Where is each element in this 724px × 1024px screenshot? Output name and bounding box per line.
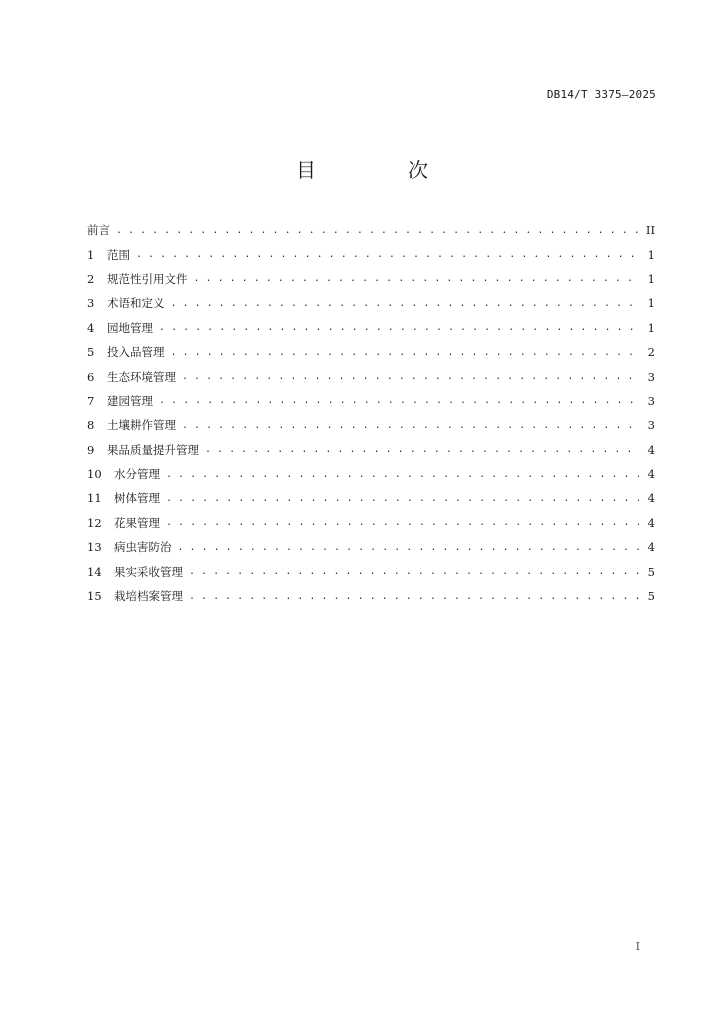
toc-entry-page: 1 — [647, 271, 655, 286]
toc-entry-title: 土壤耕作管理 — [107, 418, 176, 433]
toc-entry-number: 5 — [87, 345, 95, 360]
toc-entry-title: 水分管理 — [114, 467, 160, 482]
toc-entry-title: 术语和定义 — [107, 296, 165, 311]
toc-leader-dots — [182, 420, 639, 431]
toc-entry-page: 5 — [647, 589, 655, 604]
toc-entry-4[interactable] — [87, 316, 655, 340]
toc-leader-dots — [159, 322, 639, 333]
toc-entry-title: 果实采收管理 — [114, 564, 183, 579]
toc-entry-2[interactable] — [87, 267, 655, 291]
toc-entry-page: 4 — [647, 540, 655, 555]
toc-entry-page: 2 — [647, 345, 655, 360]
toc-entry-title: 树体管理 — [114, 491, 160, 506]
toc-entry-page: 4 — [647, 442, 655, 457]
toc-entry-6[interactable] — [87, 364, 655, 388]
toc-leader-dots — [166, 469, 639, 480]
toc-entry-12[interactable] — [87, 511, 655, 535]
toc-leader-dots — [116, 225, 639, 236]
toc-entry-title: 果品质量提升管理 — [107, 442, 199, 457]
toc-entry-title: 建园管理 — [107, 393, 153, 408]
toc-entry-page: 4 — [647, 491, 655, 506]
toc-entry-page: 3 — [647, 393, 655, 408]
toc-entry-13[interactable] — [87, 535, 655, 559]
toc-leader-dots — [205, 444, 639, 455]
toc-leader-dots — [159, 395, 639, 406]
toc-leader-dots — [194, 273, 640, 284]
toc-entry-page: 1 — [647, 320, 655, 335]
toc-entry-number: 8 — [87, 418, 95, 433]
toc-entry-number: 15 — [87, 589, 102, 604]
toc-entry-number: 11 — [87, 491, 102, 506]
toc-leader-dots — [189, 591, 639, 602]
toc-entry-9[interactable] — [87, 438, 655, 462]
toc-entry-page: II — [645, 223, 655, 238]
toc-entry-number: 6 — [87, 369, 95, 384]
toc-entry-page: 1 — [647, 296, 655, 311]
toc-entry-title: 病虫害防治 — [114, 540, 172, 555]
toc-entry-title: 生态环境管理 — [107, 369, 176, 384]
toc-entry-8[interactable] — [87, 413, 655, 437]
toc-leader-dots — [171, 298, 640, 309]
toc-entry-page: 1 — [647, 247, 655, 262]
document-code: DB14/T 3375—2025 — [546, 88, 656, 101]
toc-entry-number: 1 — [87, 247, 95, 262]
toc-entry-title: 前言 — [87, 223, 110, 238]
toc-entry-number: 12 — [87, 515, 102, 530]
toc-entry-page: 3 — [647, 369, 655, 384]
toc-leader-dots — [166, 493, 639, 504]
toc-entry-10[interactable] — [87, 462, 655, 486]
toc-entry-title: 栽培档案管理 — [114, 589, 183, 604]
toc-entry-number: 4 — [87, 320, 95, 335]
toc-entry-title: 园地管理 — [107, 320, 153, 335]
toc-entry-number: 9 — [87, 442, 95, 457]
toc-entry-7[interactable] — [87, 389, 655, 413]
toc-entry-14[interactable] — [87, 559, 655, 583]
table-of-contents — [87, 218, 655, 608]
toc-entry-number: 7 — [87, 393, 95, 408]
toc-leader-dots — [136, 249, 639, 260]
toc-entry-page: 4 — [647, 467, 655, 482]
toc-entry-15[interactable] — [87, 584, 655, 608]
toc-entry-number: 13 — [87, 540, 102, 555]
page-number: I — [635, 940, 640, 953]
toc-entry-number: 3 — [87, 296, 95, 311]
toc-leader-dots — [171, 347, 640, 358]
toc-entry-11[interactable] — [87, 486, 655, 510]
toc-leader-dots — [178, 542, 640, 553]
toc-entry-number: 10 — [87, 467, 102, 482]
toc-entry-title: 规范性引用文件 — [107, 271, 188, 286]
toc-entry-1[interactable] — [87, 242, 655, 266]
toc-entry-number: 2 — [87, 271, 95, 286]
toc-leader-dots — [166, 517, 639, 528]
toc-entry-page: 5 — [647, 564, 655, 579]
toc-entry-3[interactable] — [87, 291, 655, 315]
toc-entry-title: 范围 — [107, 247, 130, 262]
toc-entry-number: 14 — [87, 564, 102, 579]
toc-entry-title: 花果管理 — [114, 515, 160, 530]
toc-entry-title: 投入品管理 — [107, 345, 165, 360]
toc-entry-page: 3 — [647, 418, 655, 433]
toc-entry-page: 4 — [647, 515, 655, 530]
page-title: 目 次 — [296, 158, 464, 182]
toc-entry-5[interactable] — [87, 340, 655, 364]
toc-leader-dots — [182, 371, 639, 382]
toc-entry-foreword[interactable] — [87, 218, 655, 242]
toc-leader-dots — [189, 566, 639, 577]
